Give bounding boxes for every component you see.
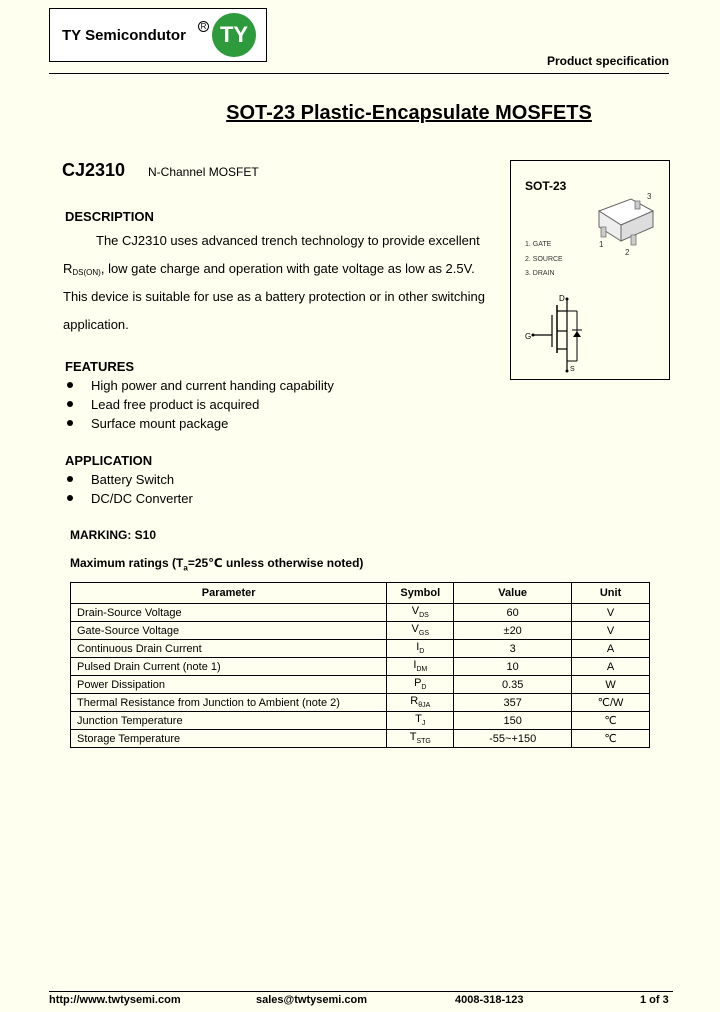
value-cell: ±20 bbox=[454, 622, 572, 640]
col-header-symbol: Symbol bbox=[387, 583, 454, 604]
max-ratings-table bbox=[70, 582, 650, 748]
col-header-value: Value bbox=[454, 583, 572, 604]
symbol-cell bbox=[387, 604, 454, 622]
feature-text: High power and current handing capability bbox=[91, 378, 334, 393]
table-row bbox=[71, 640, 650, 658]
symbol-main: P bbox=[414, 677, 422, 690]
table-row bbox=[71, 658, 650, 676]
symbol-subscript: DS bbox=[419, 612, 429, 620]
unit-cell: ℃ bbox=[572, 730, 650, 748]
max-ratings-suffix: =25℃ unless otherwise noted) bbox=[187, 556, 364, 570]
bullet-icon bbox=[67, 476, 73, 482]
description-line-3: This device is suitable for use as a battery protection or in other switching bbox=[63, 289, 485, 304]
max-ratings-sub: a bbox=[183, 563, 188, 573]
gate-letter: G bbox=[525, 332, 532, 341]
max-ratings-title bbox=[70, 556, 363, 572]
parameter-cell: Thermal Resistance from Junction to Ambient (note 2) bbox=[71, 694, 387, 712]
value-cell: -55~+150 bbox=[454, 730, 572, 748]
col-header-unit: Unit bbox=[572, 583, 650, 604]
symbol-cell bbox=[387, 640, 454, 658]
drain-letter: D bbox=[559, 294, 565, 303]
parameter-cell: Junction Temperature bbox=[71, 712, 387, 730]
symbol-main: V bbox=[411, 605, 420, 618]
col-header-parameter: Parameter bbox=[71, 583, 387, 604]
package-diagram-box bbox=[510, 160, 670, 380]
unit-cell: ℃/W bbox=[572, 694, 650, 712]
unit-cell: A bbox=[572, 640, 650, 658]
application-heading: APPLICATION bbox=[65, 453, 153, 468]
part-type: N-Channel MOSFET bbox=[148, 165, 259, 179]
table-row bbox=[71, 712, 650, 730]
value-cell: 60 bbox=[454, 604, 572, 622]
table-row bbox=[71, 676, 650, 694]
symbol-main: T bbox=[415, 713, 422, 726]
feature-text: Surface mount package bbox=[91, 416, 229, 431]
pin-label-gate: 1. GATE bbox=[525, 241, 552, 248]
symbol-cell bbox=[387, 694, 454, 712]
value-cell: 0.35 bbox=[454, 676, 572, 694]
pin-label-drain: 3. DRAIN bbox=[525, 270, 555, 277]
mosfet-symbol-icon bbox=[521, 291, 591, 373]
table-row bbox=[71, 622, 650, 640]
parameter-cell: Drain-Source Voltage bbox=[71, 604, 387, 622]
symbol-subscript: θJA bbox=[418, 702, 431, 710]
bullet-icon bbox=[67, 420, 73, 426]
product-spec-label: Product specification bbox=[546, 54, 669, 68]
symbol-cell bbox=[387, 730, 454, 748]
footer-email[interactable]: sales@twtysemi.com bbox=[256, 994, 367, 1006]
feature-item bbox=[67, 397, 259, 412]
symbol-main: I bbox=[416, 641, 420, 654]
max-ratings-prefix: Maximum ratings (T bbox=[70, 556, 184, 570]
symbol-cell bbox=[387, 622, 454, 640]
parameter-cell: Continuous Drain Current bbox=[71, 640, 387, 658]
value-cell: 150 bbox=[454, 712, 572, 730]
application-item bbox=[67, 472, 174, 487]
marking-code: MARKING: S10 bbox=[70, 528, 157, 542]
parameter-cell: Pulsed Drain Current (note 1) bbox=[71, 658, 387, 676]
pin-number: 2 bbox=[625, 248, 630, 257]
table-row bbox=[71, 694, 650, 712]
description-heading: DESCRIPTION bbox=[65, 209, 154, 224]
feature-item bbox=[67, 378, 334, 393]
value-cell: 357 bbox=[454, 694, 572, 712]
part-number: CJ2310 bbox=[62, 160, 126, 180]
company-logo bbox=[49, 8, 267, 62]
header-divider bbox=[49, 73, 669, 74]
bullet-icon bbox=[67, 495, 73, 501]
pin-number: 3 bbox=[647, 192, 652, 201]
table-row bbox=[71, 604, 650, 622]
unit-cell: V bbox=[572, 604, 650, 622]
application-text: Battery Switch bbox=[91, 472, 175, 487]
pin-number: 1 bbox=[599, 240, 604, 249]
table-header-row bbox=[71, 583, 650, 604]
parameter-cell: Gate-Source Voltage bbox=[71, 622, 387, 640]
symbol-cell bbox=[387, 712, 454, 730]
rds-subscript: DS(ON) bbox=[72, 268, 101, 277]
feature-item bbox=[67, 416, 228, 431]
registered-mark: R bbox=[198, 21, 209, 32]
symbol-cell bbox=[387, 676, 454, 694]
application-text: DC/DC Converter bbox=[91, 491, 193, 506]
footer-website[interactable]: http://www.twtysemi.com bbox=[49, 994, 181, 1006]
feature-text: Lead free product is acquired bbox=[91, 397, 260, 412]
description-line-2-text: , low gate charge and operation with gate voltage as low as 2.5V. bbox=[100, 261, 475, 276]
symbol-subscript: J bbox=[421, 720, 426, 728]
footer-page-number: 1 of 3 bbox=[640, 994, 669, 1006]
rds-symbol: R bbox=[63, 261, 73, 276]
symbol-subscript: GS bbox=[418, 630, 430, 638]
symbol-subscript: D bbox=[419, 648, 425, 656]
application-item bbox=[67, 491, 193, 506]
bullet-icon bbox=[67, 401, 73, 407]
company-name: TY Semicondutor bbox=[62, 27, 186, 44]
description-line-4: application. bbox=[63, 317, 129, 332]
symbol-main: V bbox=[411, 623, 419, 636]
page-title: SOT-23 Plastic-Encapsulate MOSFETS bbox=[226, 102, 592, 124]
symbol-cell bbox=[387, 658, 454, 676]
value-cell: 3 bbox=[454, 640, 572, 658]
features-heading: FEATURES bbox=[65, 359, 135, 374]
symbol-main: T bbox=[409, 731, 417, 744]
table-row bbox=[71, 730, 650, 748]
symbol-main: I bbox=[413, 659, 417, 672]
unit-cell: A bbox=[572, 658, 650, 676]
symbol-subscript: STG bbox=[416, 738, 431, 746]
table-body bbox=[71, 604, 650, 748]
value-cell: 10 bbox=[454, 658, 572, 676]
footer-phone: 4008-318-123 bbox=[455, 994, 524, 1006]
unit-cell: ℃ bbox=[572, 712, 650, 730]
source-letter: S bbox=[570, 366, 575, 373]
package-label: SOT-23 bbox=[525, 179, 567, 193]
unit-cell: V bbox=[572, 622, 650, 640]
parameter-cell: Storage Temperature bbox=[71, 730, 387, 748]
logo-badge: TY bbox=[212, 13, 256, 57]
symbol-main: R bbox=[410, 695, 419, 708]
symbol-subscript: DM bbox=[416, 666, 428, 674]
unit-cell: W bbox=[572, 676, 650, 694]
footer-divider bbox=[49, 991, 673, 992]
description-line-1: The CJ2310 uses advanced trench technology to provide excellent bbox=[96, 233, 480, 248]
parameter-cell: Power Dissipation bbox=[71, 676, 387, 694]
bullet-icon bbox=[67, 382, 73, 388]
pin-label-source: 2. SOURCE bbox=[525, 256, 563, 263]
sot23-package-icon bbox=[591, 189, 666, 269]
symbol-subscript: D bbox=[421, 684, 427, 692]
description-line-2 bbox=[63, 261, 475, 277]
